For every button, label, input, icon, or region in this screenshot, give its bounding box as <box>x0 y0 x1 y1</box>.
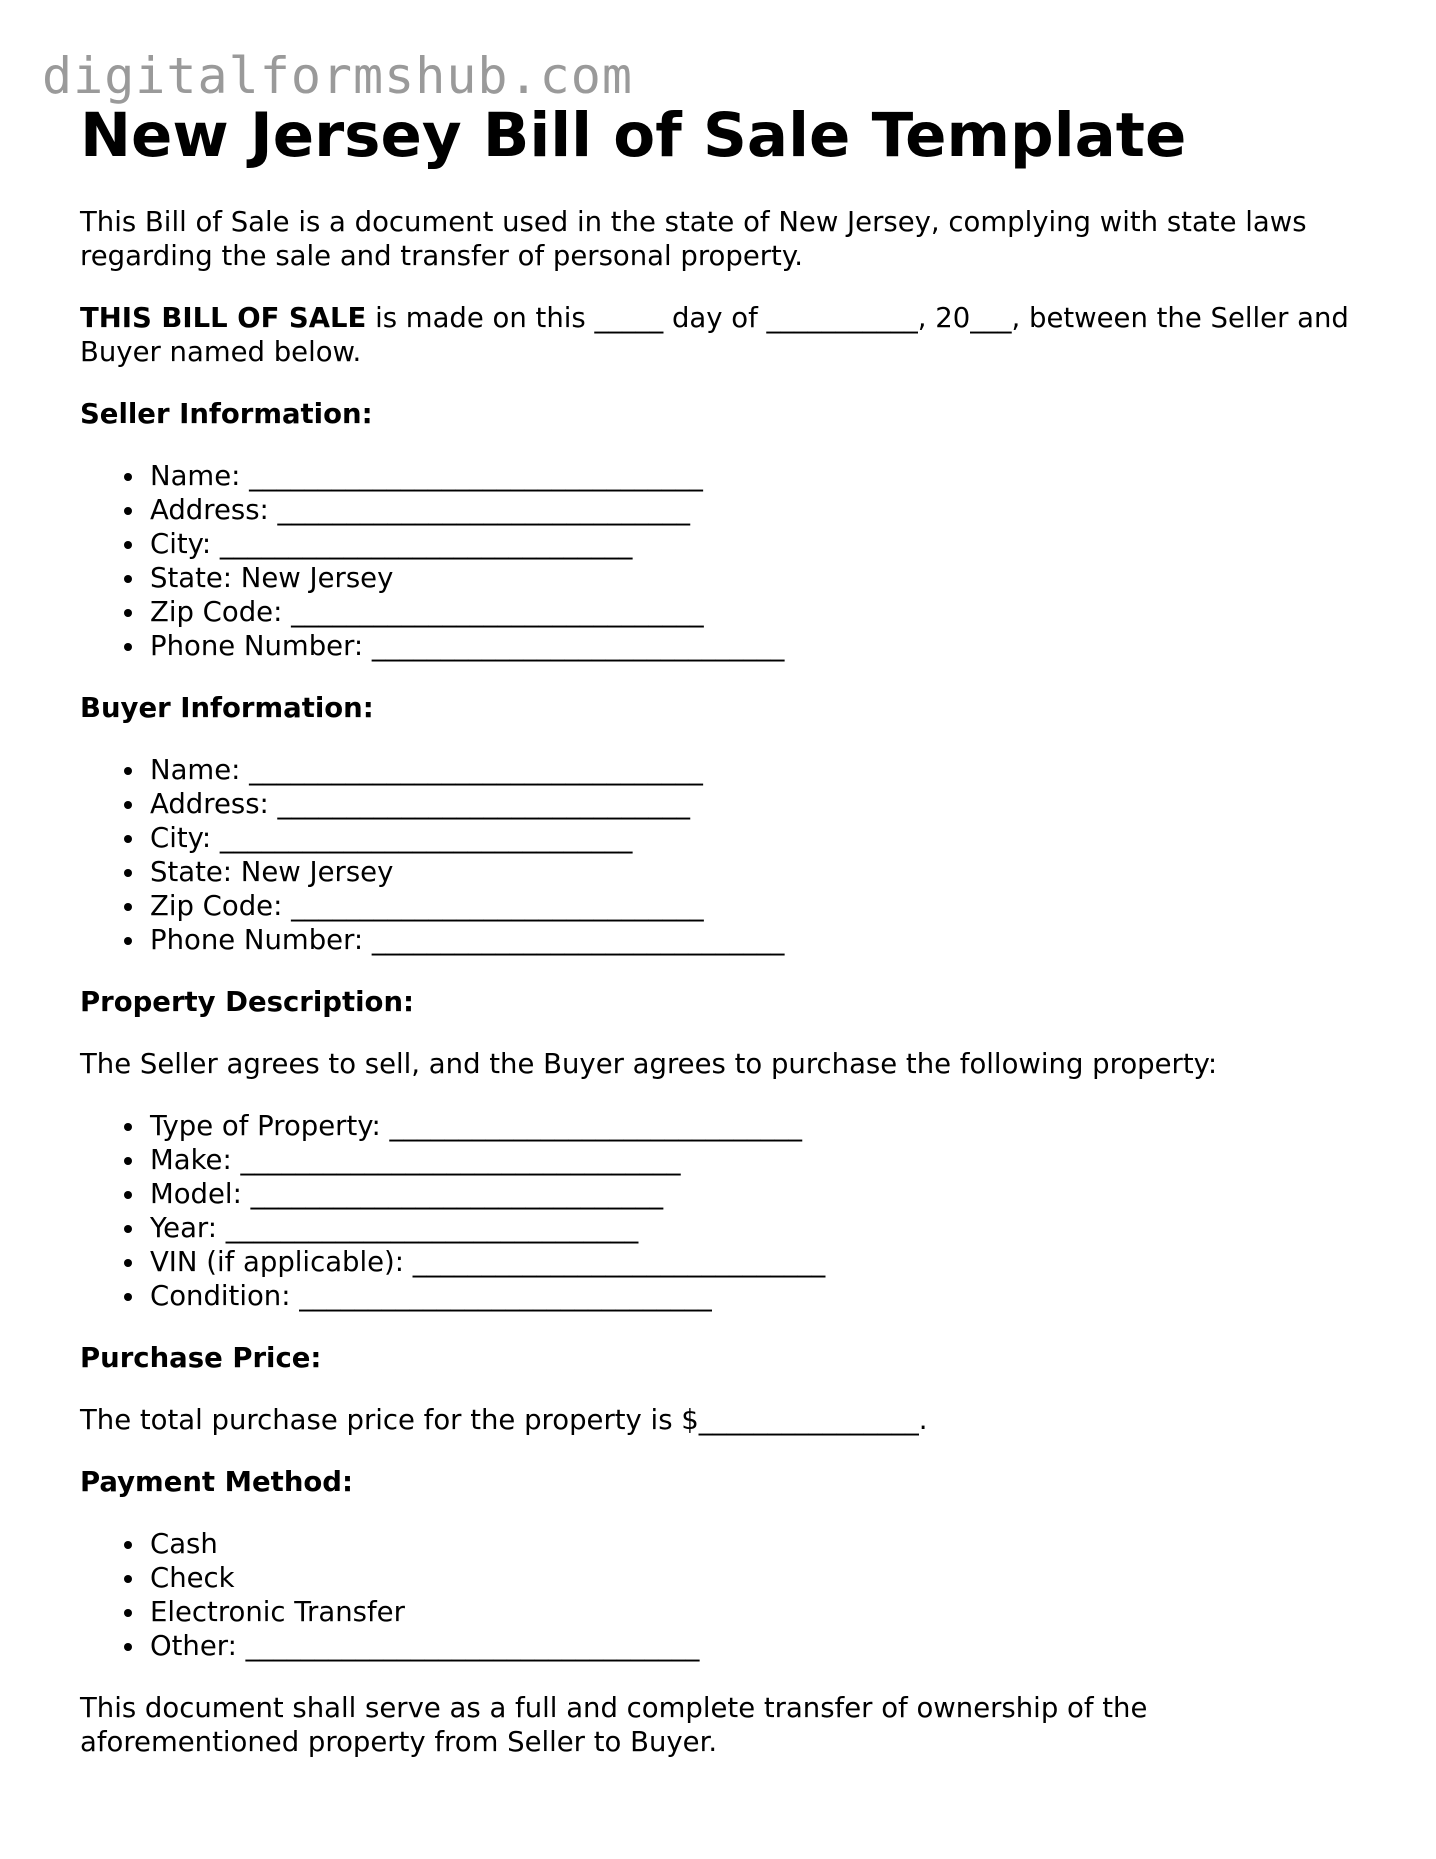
buyer-phone-field[interactable]: Phone Number: ______________________________ <box>150 923 1370 957</box>
property-heading: Property Description: <box>80 986 415 1018</box>
price-heading: Purchase Price: <box>80 1342 322 1374</box>
agreement-paragraph <box>80 301 1370 369</box>
property-vin-field[interactable]: VIN (if applicable): ______________________________ <box>150 1245 1370 1279</box>
property-make-field[interactable]: Make: ________________________________ <box>150 1143 1370 1177</box>
property-year-field[interactable]: Year: ______________________________ <box>150 1211 1370 1245</box>
buyer-zip-field[interactable]: Zip Code: ______________________________ <box>150 889 1370 923</box>
seller-zip-field[interactable]: Zip Code: ______________________________ <box>150 595 1370 629</box>
price-paragraph[interactable]: The total purchase price for the property is $________________. <box>80 1404 928 1436</box>
property-condition-field[interactable]: Condition: ______________________________ <box>150 1279 1370 1313</box>
payment-list <box>80 1527 1370 1663</box>
payment-heading: Payment Method: <box>80 1466 353 1498</box>
seller-phone-field[interactable]: Phone Number: ______________________________ <box>150 629 1370 663</box>
page-title: New Jersey Bill of Sale Template <box>80 100 1187 171</box>
document-body <box>80 205 1370 1787</box>
seller-list <box>80 459 1370 663</box>
buyer-heading: Buyer Information: <box>80 692 374 724</box>
property-model-field[interactable]: Model: ______________________________ <box>150 1177 1370 1211</box>
buyer-name-field[interactable]: Name: _________________________________ <box>150 753 1370 787</box>
property-paragraph: The Seller agrees to sell, and the Buyer agrees to purchase the following property: <box>80 1048 1218 1080</box>
agreement-text: is made on this _____ day of ___________, 20___, between the Seller and Buyer named below. <box>80 302 1349 368</box>
payment-option-cash: Cash <box>150 1527 1370 1561</box>
seller-address-field[interactable]: Address: ______________________________ <box>150 493 1370 527</box>
property-type-field[interactable]: Type of Property: ______________________________ <box>150 1109 1370 1143</box>
property-list <box>80 1109 1370 1313</box>
seller-city-field[interactable]: City: ______________________________ <box>150 527 1370 561</box>
intro-paragraph: This Bill of Sale is a document used in the state of New Jersey, complying with state laws regarding the sale and transfer of personal property. <box>80 206 1307 272</box>
closing-paragraph: This document shall serve as a full and complete transfer of ownership of the aforementioned property from Seller to Buyer. <box>80 1692 1148 1758</box>
seller-heading: Seller Information: <box>80 398 373 430</box>
buyer-city-field[interactable]: City: ______________________________ <box>150 821 1370 855</box>
watermark: digitalformshub.com <box>42 47 633 105</box>
buyer-address-field[interactable]: Address: ______________________________ <box>150 787 1370 821</box>
payment-option-other-field[interactable]: Other: _________________________________ <box>150 1629 1370 1663</box>
payment-option-check: Check <box>150 1561 1370 1595</box>
buyer-list <box>80 753 1370 957</box>
agreement-lead: THIS BILL OF SALE <box>80 302 367 334</box>
seller-name-field[interactable]: Name: _________________________________ <box>150 459 1370 493</box>
buyer-state: State: New Jersey <box>150 855 1370 889</box>
seller-state: State: New Jersey <box>150 561 1370 595</box>
payment-option-electronic: Electronic Transfer <box>150 1595 1370 1629</box>
